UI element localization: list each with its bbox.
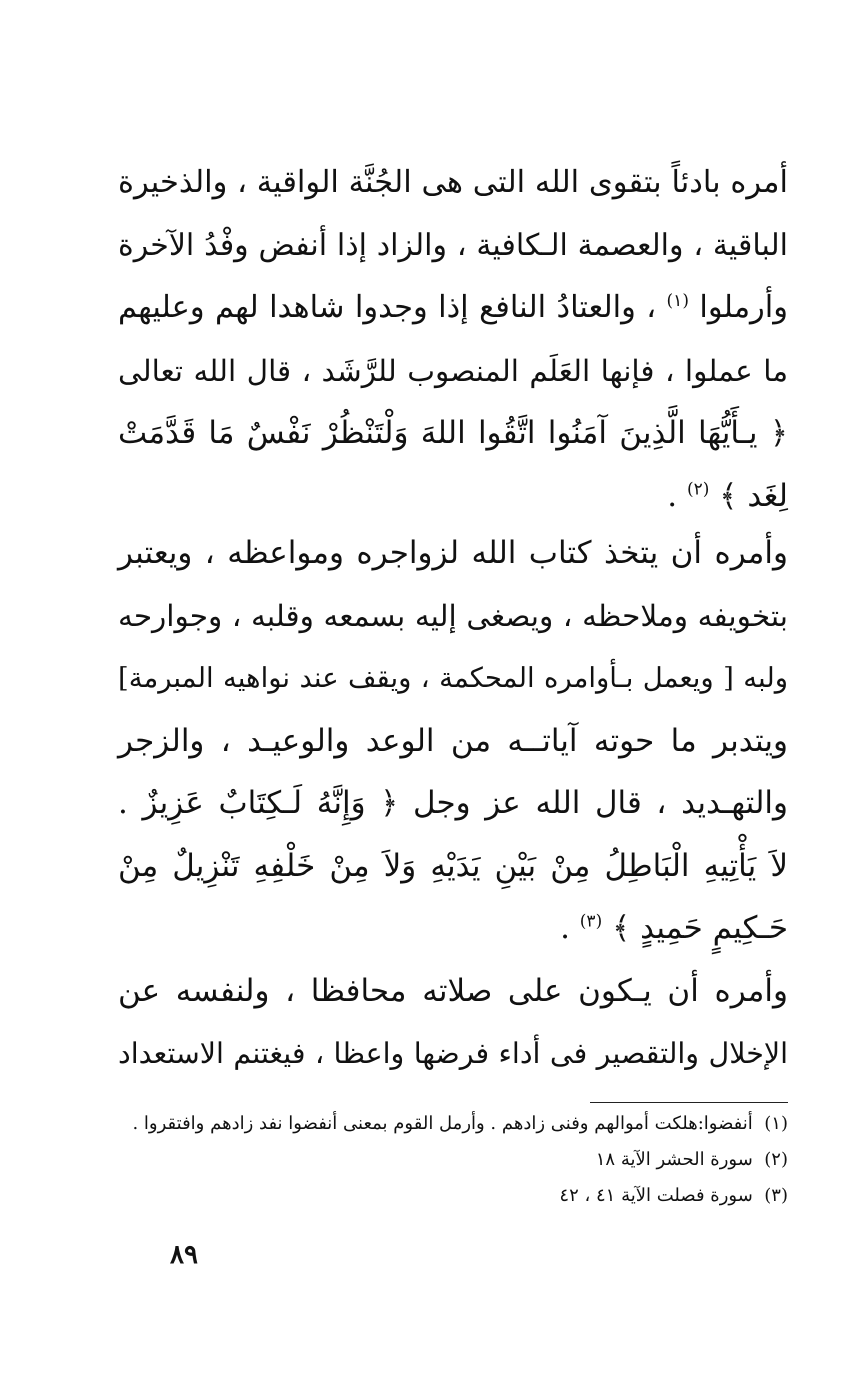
- footnote: [118, 1178, 788, 1214]
- text-segment: لِغَد ﴾: [719, 477, 788, 514]
- text-line: أمره بادئاً بتقوى الله التى هى الجُنَّة الواقية ، والذخيرة: [118, 165, 788, 200]
- page-number: ٨٩: [170, 1240, 198, 1270]
- footnotes: [118, 1106, 788, 1214]
- text-line: ولبه [ ويعمل بـأوامره المحكمة ، ويقف عند نواهيه المبرمة]: [118, 662, 788, 694]
- text-line: [118, 277, 788, 340]
- footnote-text: أنفضوا:هلكت أموالهم وفنى زادهم . وأرمل القوم بمعنى أنفضوا نفد زادهم وافتقروا .: [132, 1113, 753, 1134]
- footnote-number: (٢): [764, 1149, 788, 1170]
- text-line: لاَ يَأْتِيهِ الْبَاطِلُ مِنْ بَيْنِ يَدَيْهِ وَلاَ مِنْ خَلْفِهِ تَنْزِيلٌ مِنْ: [118, 847, 788, 884]
- text-line: ﴿ يـأَيُّهَا الَّذِينَ آمَنُوا اتَّقُوا اللهَ وَلْتَنْظُرْ نَفْسٌ مَا قَدَّمَتْ: [118, 415, 788, 451]
- footnote-divider: [590, 1102, 788, 1103]
- text-line: ويتدبر ما حوته آياتــه من الوعد والوعيـد ، والزجر: [118, 722, 788, 759]
- paragraph-1: [118, 152, 788, 527]
- footnote: [118, 1142, 788, 1178]
- footnote-number: (٣): [764, 1185, 788, 1206]
- text-line: والتهـديد ، قال الله عز وجل ﴿ وَإِنَّهُ لَـكِتَابٌ عَزِيزٌ .: [118, 785, 788, 821]
- footnote: [118, 1106, 788, 1142]
- footnote-mark: (١): [666, 290, 689, 311]
- text-line: [118, 465, 788, 528]
- text-segment: .: [560, 910, 570, 946]
- text-segment: وأرملوا: [699, 290, 788, 325]
- footnote-text: سورة الحشر الآية ١٨: [595, 1149, 753, 1170]
- text-segment: حَـكِيمٍ حَمِيدٍ ﴾: [612, 910, 788, 946]
- text-line: بتخويفه وملاحظه ، ويصغى إليه بسمعه وقلبه ، وجوارحه: [118, 598, 788, 633]
- footnote-text: سورة فصلت الآية ٤١ ، ٤٢: [559, 1185, 753, 1206]
- text-line: وأمره أن يـكون على صلاته محافظا ، ولنفسه عن: [118, 973, 788, 1009]
- footnote-mark: (٣): [579, 911, 603, 932]
- text-segment: .: [667, 477, 678, 514]
- footnote-number: (١): [764, 1113, 788, 1134]
- text-line: الباقية ، والعصمة الـكافية ، والزاد إذا أنفض وفْدُ الآخرة: [118, 227, 788, 263]
- text-line: الإخلال والتقصير فى أداء فرضها واعظا ، فيغتنم الاستعداد: [118, 1036, 788, 1070]
- paragraph-2: [118, 522, 788, 960]
- text-segment: ، والعتادُ النافع إذا وجدوا شاهدا لهم وعليهم: [118, 290, 657, 325]
- text-line: وأمره أن يتخذ كتاب الله لزواجره ومواعظه ، ويعتبر: [118, 535, 788, 571]
- footnote-mark: (٢): [687, 479, 710, 500]
- text-line: [118, 897, 788, 960]
- paragraph-3: [118, 960, 788, 1085]
- text-line: ما عملوا ، فإنها العَلَم المنصوب للرَّشَد ، قال الله تعالى: [118, 353, 788, 388]
